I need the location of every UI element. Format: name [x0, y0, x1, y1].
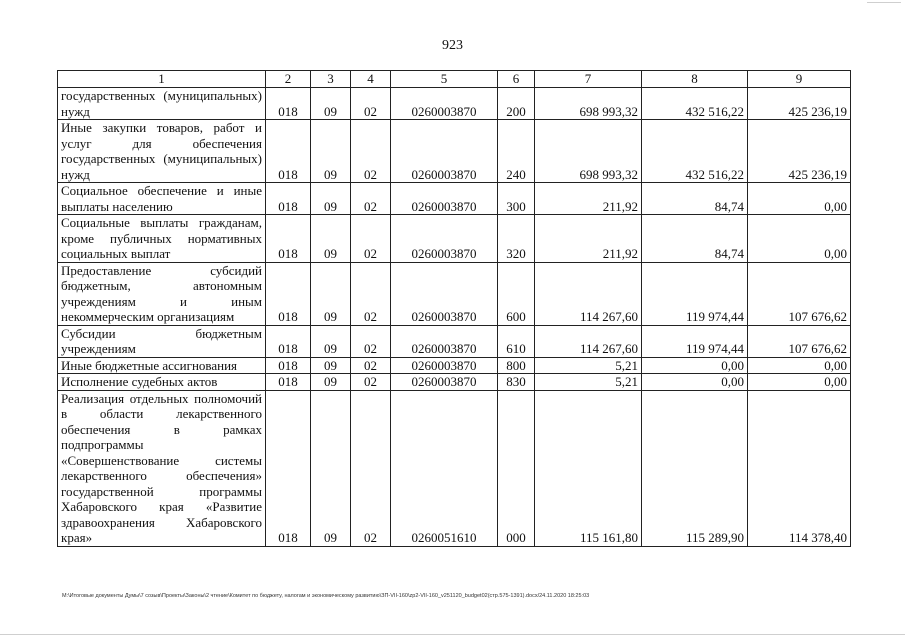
row-value-cell: 018	[266, 120, 311, 183]
row-value-cell: 000	[498, 390, 535, 546]
row-value-cell: 0260003870	[391, 325, 498, 357]
row-value-cell: 0,00	[748, 183, 851, 215]
table-row	[58, 325, 851, 357]
row-value-cell: 09	[311, 215, 351, 263]
row-value-cell: 02	[351, 374, 391, 391]
row-value-cell: 02	[351, 183, 391, 215]
row-value-cell: 09	[311, 390, 351, 546]
row-description-cell: Предоставление субсидий бюджетным, автономным учреждениям и иным некоммерческим организациям	[58, 262, 266, 325]
row-value-cell: 09	[311, 262, 351, 325]
row-value-cell: 09	[311, 357, 351, 374]
row-value-cell: 800	[498, 357, 535, 374]
row-value-cell: 09	[311, 120, 351, 183]
row-value-cell: 114 267,60	[535, 325, 642, 357]
row-value-cell: 02	[351, 390, 391, 546]
row-value-cell: 0260003870	[391, 88, 498, 120]
row-value-cell: 0,00	[642, 357, 748, 374]
header-cell: 3	[311, 71, 351, 88]
row-value-cell: 0,00	[748, 357, 851, 374]
row-description-cell: Субсидии бюджетным учреждениям	[58, 325, 266, 357]
row-value-cell: 0,00	[642, 374, 748, 391]
row-description-cell: Иные бюджетные ассигнования	[58, 357, 266, 374]
page-number: 923	[442, 38, 463, 53]
row-value-cell: 84,74	[642, 183, 748, 215]
row-value-cell: 0260003870	[391, 262, 498, 325]
row-value-cell: 320	[498, 215, 535, 263]
row-value-cell: 018	[266, 262, 311, 325]
row-value-cell: 09	[311, 325, 351, 357]
row-value-cell: 02	[351, 120, 391, 183]
row-value-cell: 610	[498, 325, 535, 357]
row-value-cell: 0260051610	[391, 390, 498, 546]
table-row	[58, 262, 851, 325]
row-description-cell: Иные закупки товаров, работ и услуг для обеспечения государственных (муниципальных) нужд	[58, 120, 266, 183]
row-value-cell: 0260003870	[391, 120, 498, 183]
table-row	[58, 183, 851, 215]
row-value-cell: 0260003870	[391, 183, 498, 215]
row-value-cell: 018	[266, 183, 311, 215]
row-value-cell: 5,21	[535, 374, 642, 391]
row-value-cell: 698 993,32	[535, 120, 642, 183]
row-value-cell: 0,00	[748, 374, 851, 391]
row-description-cell: Социальные выплаты гражданам, кроме публичных нормативных социальных выплат	[58, 215, 266, 263]
header-cell: 9	[748, 71, 851, 88]
table-row	[58, 390, 851, 546]
row-value-cell: 119 974,44	[642, 325, 748, 357]
row-value-cell: 432 516,22	[642, 88, 748, 120]
row-value-cell: 0,00	[748, 215, 851, 263]
row-value-cell: 425 236,19	[748, 120, 851, 183]
table-body	[58, 71, 851, 547]
row-description-cell: государственных (муниципальных) нужд	[58, 88, 266, 120]
header-cell: 2	[266, 71, 311, 88]
scan-edge-mark	[867, 2, 901, 3]
row-value-cell: 0260003870	[391, 374, 498, 391]
row-value-cell: 84,74	[642, 215, 748, 263]
row-value-cell: 425 236,19	[748, 88, 851, 120]
table-row	[58, 374, 851, 391]
row-value-cell: 211,92	[535, 183, 642, 215]
row-value-cell: 830	[498, 374, 535, 391]
table-row	[58, 88, 851, 120]
header-cell: 8	[642, 71, 748, 88]
row-value-cell: 107 676,62	[748, 325, 851, 357]
row-value-cell: 107 676,62	[748, 262, 851, 325]
document-path-footer: M:\Итоговые документы Думы\7 созыв\Проекты\Законы\2 чтение\Комитет по бюджету, налогам и экономическому развитию\ЗП-VII-160\zp2-VII-160_v251120_budget02(стр.575-1391).docx/24.11.2020 18:25:03	[62, 593, 590, 599]
row-value-cell: 698 993,32	[535, 88, 642, 120]
row-value-cell: 018	[266, 215, 311, 263]
row-value-cell: 114 378,40	[748, 390, 851, 546]
row-value-cell: 09	[311, 183, 351, 215]
table-row	[58, 357, 851, 374]
row-description-cell: Реализация отдельных полномочий в области лекарственного обеспечения в рамках подпрограммы «Совершенствование системы лекарственного обеспечения» государственной программы Хабаровского края «Развитие здравоохранения Хабаровского края»	[58, 390, 266, 546]
table-header-row	[58, 71, 851, 88]
header-cell: 4	[351, 71, 391, 88]
row-value-cell: 5,21	[535, 357, 642, 374]
row-value-cell: 211,92	[535, 215, 642, 263]
row-value-cell: 0260003870	[391, 215, 498, 263]
row-description-cell: Социальное обеспечение и иные выплаты населению	[58, 183, 266, 215]
table-row	[58, 120, 851, 183]
row-value-cell: 02	[351, 357, 391, 374]
budget-table	[57, 70, 851, 547]
table-row	[58, 215, 851, 263]
scan-bottom-edge	[0, 634, 905, 635]
row-value-cell: 115 289,90	[642, 390, 748, 546]
row-value-cell: 09	[311, 88, 351, 120]
header-cell: 7	[535, 71, 642, 88]
row-value-cell: 018	[266, 88, 311, 120]
row-value-cell: 114 267,60	[535, 262, 642, 325]
row-value-cell: 240	[498, 120, 535, 183]
row-value-cell: 018	[266, 374, 311, 391]
row-description-cell: Исполнение судебных актов	[58, 374, 266, 391]
row-value-cell: 09	[311, 374, 351, 391]
row-value-cell: 018	[266, 325, 311, 357]
row-value-cell: 018	[266, 390, 311, 546]
row-value-cell: 0260003870	[391, 357, 498, 374]
row-value-cell: 200	[498, 88, 535, 120]
row-value-cell: 02	[351, 88, 391, 120]
row-value-cell: 018	[266, 357, 311, 374]
row-value-cell: 300	[498, 183, 535, 215]
row-value-cell: 02	[351, 262, 391, 325]
row-value-cell: 02	[351, 325, 391, 357]
row-value-cell: 02	[351, 215, 391, 263]
header-cell: 6	[498, 71, 535, 88]
row-value-cell: 119 974,44	[642, 262, 748, 325]
header-cell: 5	[391, 71, 498, 88]
row-value-cell: 600	[498, 262, 535, 325]
row-value-cell: 115 161,80	[535, 390, 642, 546]
row-value-cell: 432 516,22	[642, 120, 748, 183]
header-cell: 1	[58, 71, 266, 88]
